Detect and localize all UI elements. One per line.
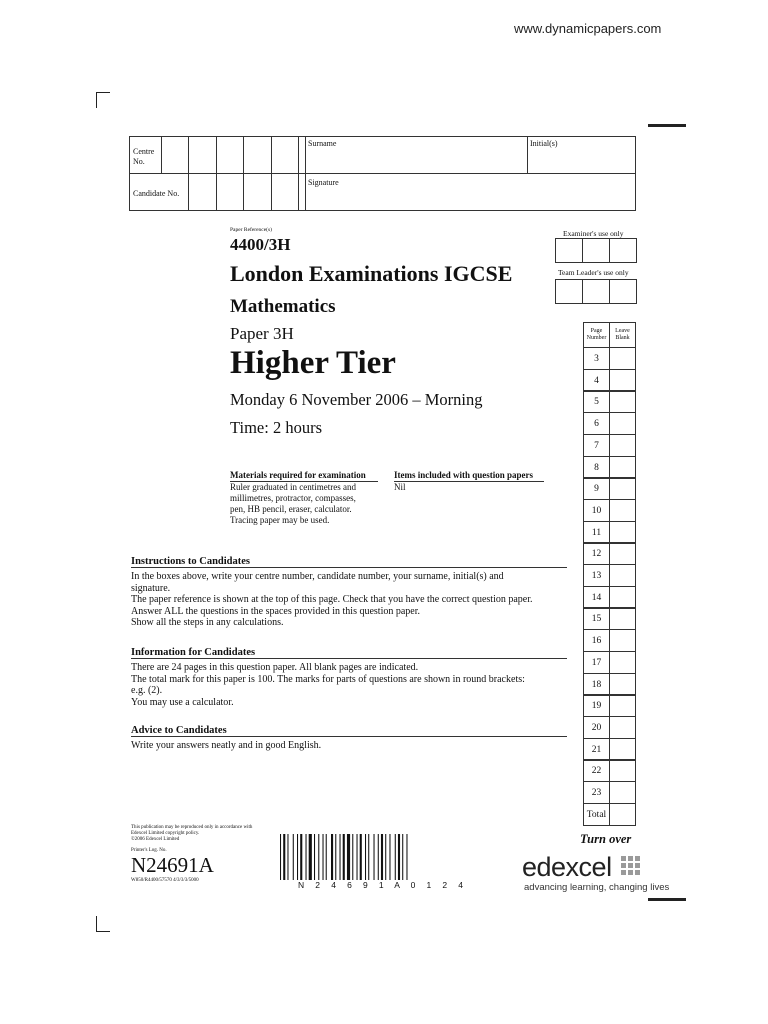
team-leader-box-3[interactable]: [609, 279, 637, 304]
information-line: e.g. (2).: [131, 685, 163, 697]
barcode-bar: [365, 834, 366, 880]
barcode-bar: [280, 834, 281, 880]
barcode-bar: [360, 834, 362, 880]
advice-line: Write your answers neatly and in good English.: [131, 740, 322, 751]
barcode-bar: [357, 834, 358, 880]
examiner-box-2[interactable]: [582, 238, 610, 263]
leave-blank-cell[interactable]: [609, 499, 636, 522]
instructions-line: The paper reference is shown at the top of this page. Check that you have the correct question paper.: [131, 594, 533, 606]
turn-over-label: Turn over: [580, 832, 632, 846]
advice-heading: Advice to Candidates: [131, 725, 567, 737]
information-line: The total mark for this paper is 100. The marks for parts of questions are shown in round brackets:: [131, 673, 525, 685]
barcode-bar: [343, 834, 345, 880]
page-number-cell: 10: [583, 499, 610, 522]
barcode-bar: [287, 834, 288, 880]
paper-reference-label: Paper Reference(s): [230, 227, 272, 233]
information-line: There are 24 pages in this question paper. All blank pages are indicated.: [131, 662, 419, 673]
page-number-cell: 22: [583, 759, 610, 782]
leave-blank-cell[interactable]: [609, 456, 636, 479]
leave-blank-cell[interactable]: [609, 759, 636, 782]
page-number-cell: 5: [583, 390, 610, 413]
barcode-text: N 2 4 6 9 1 A 0 1 2 4: [298, 880, 468, 890]
candidate-details-box: [129, 136, 636, 211]
leave-blank-cell[interactable]: [609, 803, 636, 826]
page-number-cell: 12: [583, 542, 610, 565]
instructions-heading: Instructions to Candidates: [131, 556, 567, 568]
barcode-bar: [335, 834, 336, 880]
examiners-use-label: Examiner's use only: [563, 229, 624, 238]
page-number-cell: 7: [583, 434, 610, 457]
crop-mark-top-right: [648, 124, 686, 127]
barcode-bar: [314, 834, 315, 880]
exam-time: Time: 2 hours: [230, 418, 322, 437]
leave-blank-cell[interactable]: [609, 651, 636, 674]
instructions-line: signature.: [131, 582, 171, 594]
barcode-bar: [374, 834, 375, 880]
barcode-bar: [385, 834, 386, 880]
leave-blank-cell[interactable]: [609, 412, 636, 435]
leave-blank-cell[interactable]: [609, 477, 636, 500]
leave-blank-cell[interactable]: [609, 607, 636, 630]
barcode-bar: [347, 834, 350, 880]
leave-blank-cell[interactable]: [609, 542, 636, 565]
barcode-bar: [340, 834, 341, 880]
crop-mark-bottom-left-h: [96, 931, 110, 932]
information-body: [131, 662, 571, 708]
items-included-heading: Items included with question papers: [394, 470, 544, 482]
surname-field[interactable]: [306, 137, 527, 173]
barcode-bar: [300, 834, 302, 880]
leave-blank-cell[interactable]: [609, 564, 636, 587]
signature-label: Signature: [308, 178, 339, 187]
page-number-header: Page Number: [583, 322, 610, 348]
barcode-bar: [331, 834, 333, 880]
paper-reference: 4400/3H: [230, 235, 291, 254]
job-code: W850/R4400/57570 4/3/3/3/5000: [131, 878, 199, 883]
leave-blank-cell[interactable]: [609, 347, 636, 370]
materials-line: millimetres, protractor, compasses,: [230, 493, 356, 503]
page-number-cell: 14: [583, 586, 610, 609]
candidate-no-label: Candidate No.: [133, 189, 180, 198]
barcode-bar: [309, 834, 312, 880]
paper-name: Paper 3H: [230, 324, 294, 343]
barcode-bar: [406, 834, 407, 880]
page-number-cell: 4: [583, 369, 610, 392]
leave-blank-cell[interactable]: [609, 586, 636, 609]
page-number-cell: 23: [583, 781, 610, 804]
instructions-line: Answer ALL the questions in the spaces provided in this question paper.: [131, 605, 421, 617]
barcode-bar: [297, 834, 298, 880]
barcode-bar: [318, 834, 319, 880]
surname-label: Surname: [308, 139, 337, 148]
barcode-bar: [352, 834, 353, 880]
page-number-cell: 11: [583, 521, 610, 544]
page-number-cell: 8: [583, 456, 610, 479]
leave-blank-cell[interactable]: [609, 629, 636, 652]
information-line: You may use a calculator.: [131, 696, 234, 708]
materials-line: Tracing paper may be used.: [230, 515, 330, 525]
page-number-cell: Total: [583, 803, 610, 826]
initials-label: Initial(s): [530, 139, 558, 148]
examiner-box-3[interactable]: [609, 238, 637, 263]
printers-log-number: N24691A: [131, 853, 214, 877]
leave-blank-cell[interactable]: [609, 369, 636, 392]
barcode-bar: [326, 834, 327, 880]
site-url[interactable]: www.dynamicpapers.com: [514, 21, 662, 36]
leave-blank-cell[interactable]: [609, 694, 636, 717]
crop-mark-bottom-right: [648, 898, 686, 901]
materials-line: Ruler graduated in centimetres and: [230, 482, 356, 492]
edexcel-tagline: advancing learning, changing lives: [524, 882, 670, 893]
edexcel-logo-icon: [621, 856, 641, 876]
barcode-bar: [368, 834, 369, 880]
leave-blank-cell[interactable]: [609, 521, 636, 544]
barcode-bar: [293, 834, 294, 880]
leave-blank-cell[interactable]: [609, 673, 636, 696]
leave-blank-cell[interactable]: [609, 434, 636, 457]
page-number-cell: 21: [583, 738, 610, 761]
exam-date: Monday 6 November 2006 – Morning: [230, 390, 483, 409]
barcode-bar: [398, 834, 400, 880]
page-number-cell: 19: [583, 694, 610, 717]
centre-no-field[interactable]: [161, 137, 299, 173]
barcode-bar: [395, 834, 396, 880]
leave-blank-cell[interactable]: [609, 738, 636, 761]
examiner-box-1[interactable]: [555, 238, 583, 263]
page-number-cell: 9: [583, 477, 610, 500]
page-number-cell: 20: [583, 716, 610, 739]
barcode-bar: [402, 834, 403, 880]
team-leaders-use-label: Team Leader's use only: [558, 268, 629, 277]
barcode-bar: [381, 834, 383, 880]
instructions-body: [131, 571, 571, 629]
leave-blank-cell[interactable]: [609, 716, 636, 739]
barcode-bar: [306, 834, 307, 880]
candidate-no-field[interactable]: [188, 174, 299, 210]
barcode-bar: [283, 834, 285, 880]
crop-mark-top-left-h: [96, 92, 110, 93]
centre-no-label: Centre No.: [133, 147, 155, 166]
leave-blank-header: Leave Blank: [609, 322, 636, 348]
information-heading: Information for Candidates: [131, 647, 567, 659]
materials-required-list: [230, 482, 356, 526]
advice-body: [131, 740, 571, 752]
initials-field[interactable]: [528, 137, 635, 173]
leave-blank-cell[interactable]: [609, 390, 636, 413]
instructions-line: Show all the steps in any calculations.: [131, 617, 284, 629]
materials-line: pen, HB pencil, eraser, calculator.: [230, 504, 352, 514]
page-number-cell: 6: [583, 412, 610, 435]
crop-mark-bottom-left-v: [96, 916, 97, 932]
barcode-bar: [389, 834, 390, 880]
team-leader-box-1[interactable]: [555, 279, 583, 304]
exam-board-title: London Examinations IGCSE: [230, 261, 513, 286]
items-included-text: Nil: [394, 482, 406, 492]
page-number-cell: 17: [583, 651, 610, 674]
crop-mark-top-left-v: [96, 92, 97, 108]
page-number-cell: 13: [583, 564, 610, 587]
copyright-notice: This publication may be reproduced only in accordance with Edexcel Limited copyright policy. ©2006 Edexcel Limited: [131, 825, 253, 842]
edexcel-logo-wordmark: edexcel: [522, 852, 612, 882]
signature-field[interactable]: [306, 174, 635, 210]
tier-title: Higher Tier: [230, 345, 396, 381]
barcode-bar: [323, 834, 324, 880]
page-number-cell: 15: [583, 607, 610, 630]
page-number-cell: 18: [583, 673, 610, 696]
materials-required-heading: Materials required for examination: [230, 470, 378, 482]
subject-title: Mathematics: [230, 296, 336, 317]
team-leader-box-2[interactable]: [582, 279, 610, 304]
page-number-cell: 3: [583, 347, 610, 370]
page-number-cell: 16: [583, 629, 610, 652]
leave-blank-cell[interactable]: [609, 781, 636, 804]
barcode: [280, 834, 466, 880]
barcode-bar: [378, 834, 379, 880]
printers-log-label: Printer's Log. No.: [131, 848, 167, 853]
instructions-line: In the boxes above, write your centre number, candidate number, your surname, initial(s) and: [131, 571, 504, 582]
